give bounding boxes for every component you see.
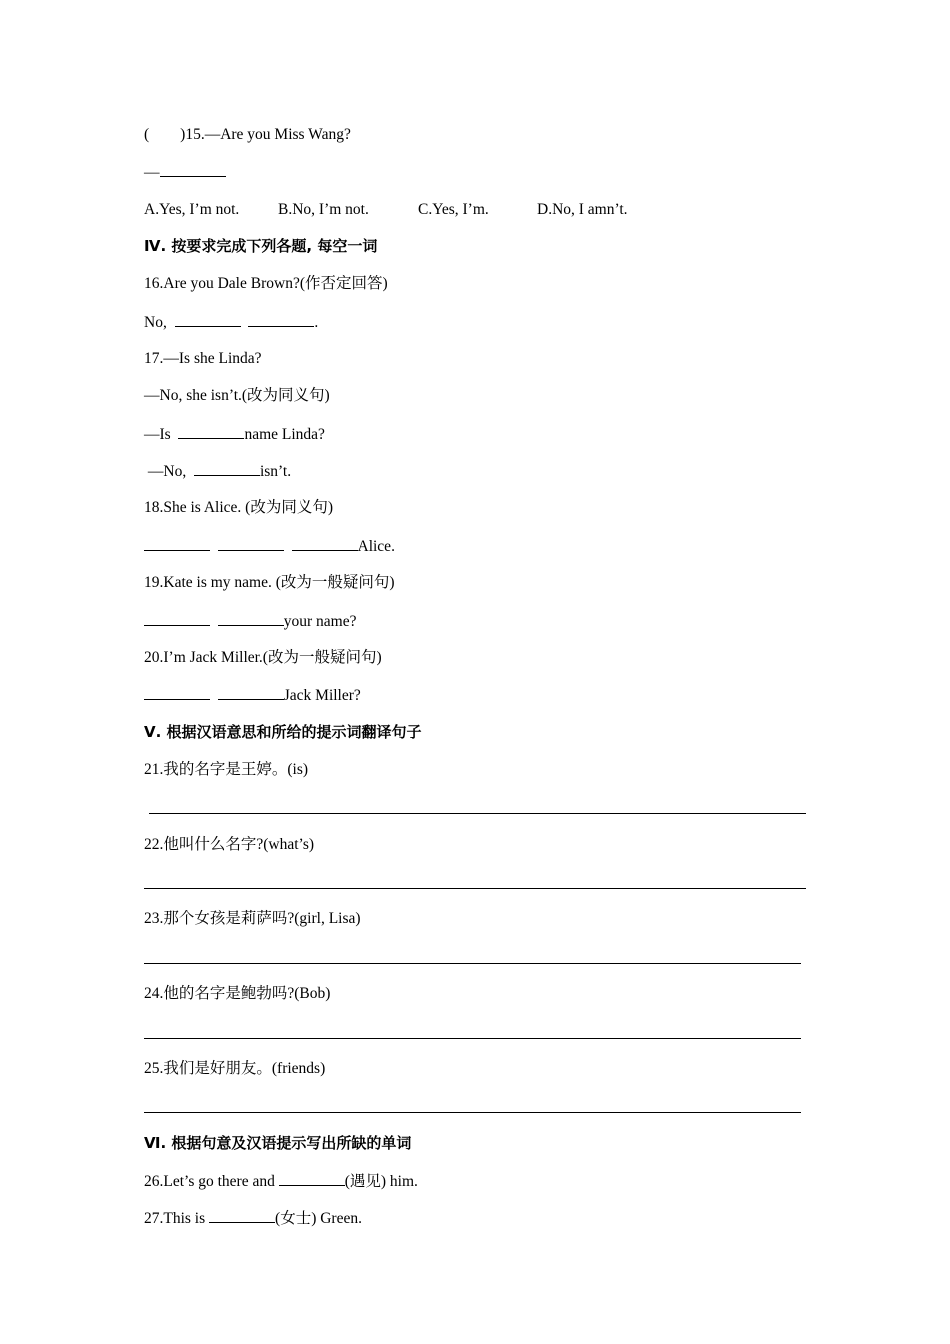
q24-question: 24.他的名字是鲍勃吗?(Bob): [144, 985, 331, 1002]
answer-blank[interactable]: [175, 312, 241, 327]
answer-suffix: your name?: [283, 613, 357, 630]
q17-answer-line-2: [144, 461, 291, 482]
q26-text-a: 26.Let’s go there and: [144, 1173, 279, 1190]
answer-blank[interactable]: [144, 685, 210, 700]
answer-blank[interactable]: [218, 536, 284, 551]
q26-text-b: (遇见) him.: [344, 1173, 418, 1190]
q27-text-b: (女士) Green.: [275, 1210, 362, 1227]
q15-answer-line: [144, 162, 226, 183]
q18-question: 18.She is Alice. (改为同义句): [144, 499, 333, 516]
q22-answer-rule[interactable]: [144, 888, 806, 889]
answer-blank[interactable]: [144, 536, 210, 551]
q19-answer-line: [144, 611, 356, 632]
answer-blank[interactable]: [144, 611, 210, 626]
answer-suffix: Jack Miller?: [283, 687, 361, 704]
answer-blank[interactable]: [209, 1208, 275, 1223]
section-6-heading: Ⅵ. 根据句意及汉语提示写出所缺的单词: [144, 1134, 412, 1152]
answer-blank[interactable]: [292, 536, 358, 551]
q25-answer-rule[interactable]: [144, 1112, 801, 1113]
q21-answer-rule[interactable]: [149, 813, 806, 814]
q26-line: [144, 1171, 418, 1192]
section-5-heading: Ⅴ. 根据汉语意思和所给的提示词翻译句子: [144, 723, 422, 741]
q19-question: 19.Kate is my name. (改为一般疑问句): [144, 574, 395, 591]
answer-blank[interactable]: [218, 611, 284, 626]
q18-answer-line: [144, 536, 395, 557]
answer-blank[interactable]: [160, 162, 226, 177]
q15-option-d: D.No, I amn’t.: [537, 201, 628, 218]
answer-blank[interactable]: [178, 424, 244, 439]
q15-option-b: B.No, I’m not.: [278, 201, 369, 218]
q23-answer-rule[interactable]: [144, 963, 801, 964]
q17-question: 17.—Is she Linda?: [144, 350, 262, 367]
q15-option-c: C.Yes, I’m.: [418, 201, 489, 218]
section-4-heading: Ⅳ. 按要求完成下列各题, 每空一词: [144, 237, 378, 255]
q20-question: 20.I’m Jack Miller.(改为一般疑问句): [144, 649, 382, 666]
q22-question: 22.他叫什么名字?(what’s): [144, 836, 315, 853]
q20-answer-line: [144, 685, 361, 706]
answer-blank[interactable]: [194, 461, 260, 476]
q23-question: 23.那个女孩是莉萨吗?(girl, Lisa): [144, 910, 361, 927]
answer-suffix: isn’t.: [259, 463, 292, 480]
answer-blank[interactable]: [279, 1171, 345, 1186]
q17-answer-line-1: [144, 424, 325, 445]
answer-blank[interactable]: [218, 685, 284, 700]
answer-prefix: —Is: [144, 426, 175, 443]
dash: —: [144, 164, 160, 181]
q21-question: 21.我的名字是王婷。(is): [144, 761, 309, 778]
answer-prefix: No,: [144, 314, 171, 331]
q16-question: 16.Are you Dale Brown?(作否定回答): [144, 275, 388, 292]
answer-suffix: .: [314, 314, 319, 331]
q27-line: [144, 1208, 362, 1229]
q15-question: ( )15.—Are you Miss Wang?: [144, 126, 351, 143]
answer-blank[interactable]: [248, 312, 314, 327]
q24-answer-rule[interactable]: [144, 1038, 801, 1039]
q16-answer-line: [144, 312, 318, 333]
answer-prefix: —No,: [144, 463, 191, 480]
q15-option-a: A.Yes, I’m not.: [144, 201, 240, 218]
q27-text-a: 27.This is: [144, 1210, 210, 1227]
q17-line2: —No, she isn’t.(改为同义句): [144, 387, 330, 404]
q25-question: 25.我们是好朋友。(friends): [144, 1060, 326, 1077]
answer-suffix: name Linda?: [244, 426, 325, 443]
answer-suffix: Alice.: [357, 538, 395, 555]
